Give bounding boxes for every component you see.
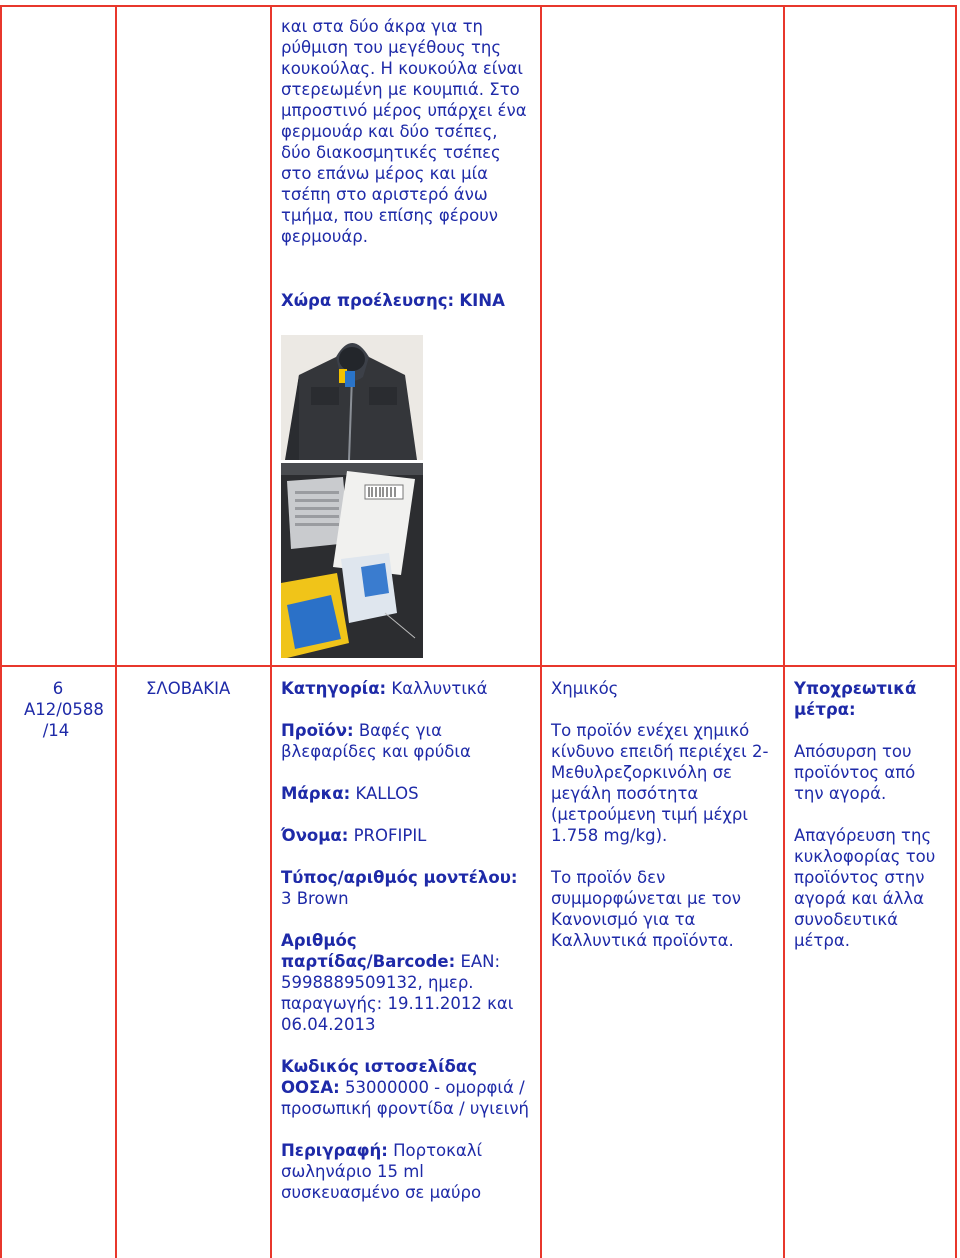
risk-cell [551,678,779,951]
product-line [281,720,533,762]
origin-line [281,290,531,311]
batch-label: Αριθμός παρτίδας/Barcode: [281,931,456,971]
table-border [270,5,272,1258]
oecd-label: Κωδικός ιστοσελίδας ΟΟΣΑ: [281,1057,477,1097]
brand-label: Μάρκα: [281,784,351,803]
row-number: 6 [52,679,64,698]
table-border [0,5,957,7]
measures-text-1: Απόσυρση του προϊόντος από την αγορά. [794,742,916,803]
brand-line [281,783,533,804]
product-value: Βαφές για βλεφαρίδες και φρύδια [281,721,471,761]
model-label: Τύπος/αριθμός μοντέλου: [281,868,518,887]
model-value: 3 Brown [281,889,349,908]
name-value: PROFIPIL [353,826,427,845]
table-border [540,5,542,1258]
description-continued: και στα δύο άκρα για τη ρύθμιση του μεγέθους της κουκούλας. Η κουκούλα είναι στερεωμένη με κουμπιά. Στο μπροστινό μέρος υπάρχει ένα φερμουάρ και δύο τσέπες, δύο διακοσμητικές τσέπες στο επάνω μέρος και μία τσέπη στο αριστερό άνω τμήμα, που επίσης φέρουν φερμουάρ. [281,17,527,246]
table-border [0,5,2,1258]
row-divider [0,665,957,667]
origin-label: Χώρα προέλευσης: [281,291,455,310]
table-border [783,5,785,1258]
category-line [281,678,533,699]
country-cell [146,678,266,699]
measures-label: Υποχρεωτικά μέτρα: [794,679,917,719]
row-number-cell [4,678,112,741]
jacket-photo [281,335,423,460]
batch-value: EAN: 5998889509132, ημερ. παραγωγής: 19.11.2012 και 06.04.2013 [281,952,514,1034]
model-line [281,867,533,909]
risk-type: Χημικός [551,679,619,698]
risk-text-1: Το προϊόν ενέχει χημικό κίνδυνο επειδή περιέχει 2- Μεθυλρεζορκινόλη σε μεγάλη ποσότητα (μετρούμενη τιμή μέχρι 1.758 mg/kg). [551,721,769,845]
product-label: Προϊόν: [281,721,354,740]
product-tags-photo [281,463,423,658]
table-border [115,5,117,1258]
name-line [281,825,533,846]
description-label: Περιγραφή: [281,1141,388,1160]
risk-text-2: Το προϊόν δεν συμμορφώνεται με τον Κανονισμό για τα Καλλυντικά προϊόντα. [551,868,741,950]
measures-text-2: Απαγόρευση της κυκλοφορίας του προϊόντος στην αγορά και άλλα συνοδευτικά μέτρα. [794,826,936,950]
jacket-illustration [281,335,423,460]
category-label: Κατηγορία: [281,679,387,698]
table-border [955,5,957,1258]
reference-number: A12/0588 /14 [24,700,104,740]
oecd-value: 53000000 - ομορφιά / προσωπική φροντίδα / υγιεινή [281,1078,529,1118]
description-continued-cell [281,16,531,247]
description-line [281,1140,533,1203]
name-label: Όνομα: [281,826,349,845]
batch-line [281,930,533,1035]
oecd-line [281,1056,533,1119]
brand-value: KALLOS [355,784,419,803]
origin-value: ΚΙΝΑ [459,291,505,310]
measures-cell [794,678,950,951]
country: ΣΛΟΒΑΚΙΑ [146,679,231,698]
description-value: Πορτοκαλί σωληνάριο 15 ml συσκευασμένο σε μαύρο [281,1141,483,1202]
category-value: Καλλυντικά [391,679,488,698]
product-details-cell [281,678,533,1203]
tags-illustration [281,463,423,658]
